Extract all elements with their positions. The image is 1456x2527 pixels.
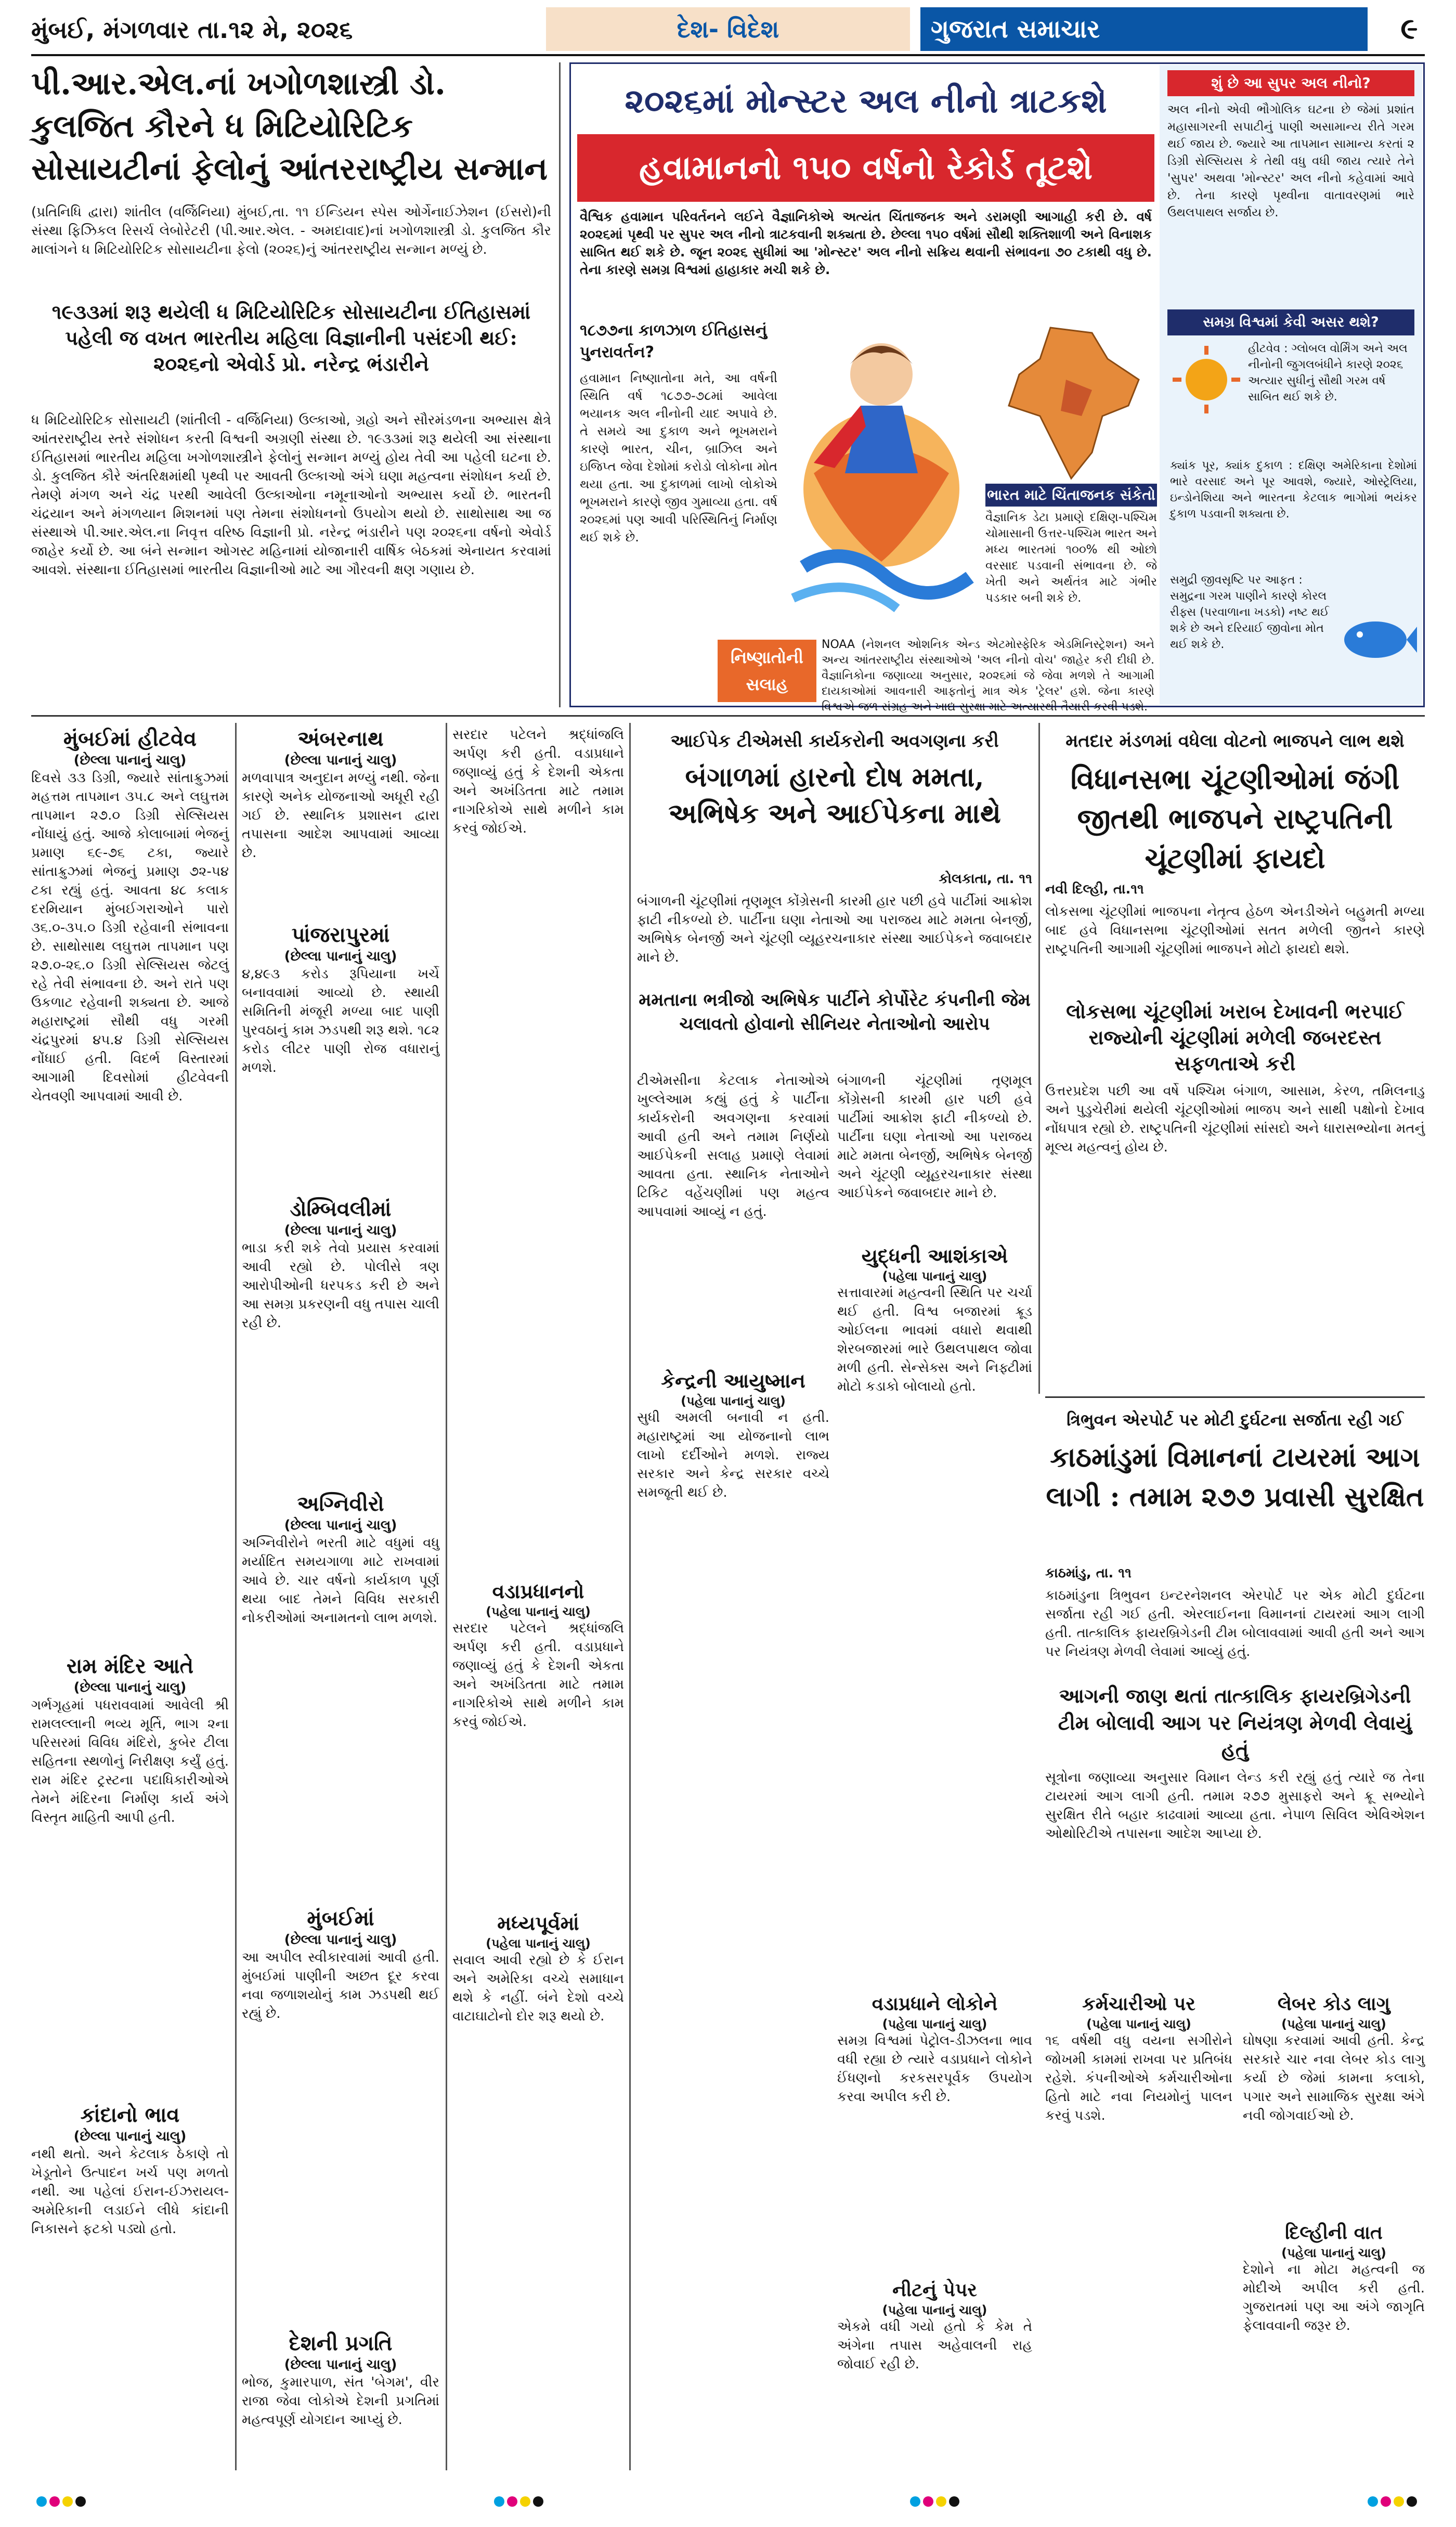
sidebar-title: શું છે આ સુપર અલ નીનો? [1167, 70, 1414, 96]
neet-title: નીટનું પેપર [892, 2279, 977, 2301]
elnino-lead: વૈશ્વિક હવામાન પરિવર્તનને લઈને વૈજ્ઞાનિકોએ અત્યંત ચિંતાજનક અને ડરામણી આગાહી કરી છે. વર્ષ ૨૦૨૬માં પૃથ્વી પર સુપર અલ નીનો ત્રાટકવાની શક્યતા છે. છેલ્લા ૧૫૦ વર્ષમાં સૌથી શક્તિશાળી અને વિનાશક સાબિત થઈ શકે છે. જૂન ૨૦૨૬ સુધીમાં આ 'મોન્સ્ટર' અલ નીનો સક્રિય થવાની સંભાવના ૭૦ ટકાથી વધુ છે. તેના કારણે સમગ્ર વિશ્વમાં હાહાકાર મચી શકે છે. [580, 209, 1152, 277]
bjp-dateline: નવી દિલ્હી, તા.૧૧ [1045, 882, 1144, 897]
divider [559, 62, 561, 707]
ayushman-sub: (પહેલા પાનાનું ચાલુ) [681, 1394, 786, 1408]
column-2 [242, 725, 439, 2468]
labour-title: લેબર કોડ લાગુ [1277, 1993, 1390, 2015]
mumbai2-sub: (છેલ્લા પાનાનું ચાલુ) [284, 1932, 397, 1948]
ayushman-title: કેન્દ્રની આયુષ્માન [661, 1369, 805, 1392]
kathmandu-body: સૂત્રોના જણાવ્યા અનુસાર વિમાન લેન્ડ કરી રહ્યું હતું ત્યારે જ તેના ટાયરમાં આગ લાગી હતી. તમામ ૨૭૭ મુસાફરો અને ક્રૂ સભ્યોને સુરક્ષિત રીતે બહાર કાઢવામાં આવ્યા હતા. નેપાળ સિવિલ એવિએશન ઓથોરિટીએ તપાસના આદેશ આપ્યા છે. [1045, 1770, 1425, 1842]
neet-story [837, 2278, 1032, 2465]
dombivli-sub: (છેલ્લા પાનાનું ચાલુ) [284, 1223, 397, 1238]
delhi-text: દેશોને ના મોટા મહત્વની જ મોદીએ અપીલ કરી હતી. ગુજરાતમાં પણ આ અંગે જાગૃતિ ફેલાવવાની જરૂર છે. [1243, 2262, 1425, 2334]
ambarnath-text: મળવાપાત્ર અનુદાન મળ્યું નથી. જેના કારણે અનેક યોજનાઓ અધૂરી રહી ગઈ છે. સ્થાનિક પ્રશાસન દ્વારા તપાસના આદેશ આપવામાં આવ્યા છે. [242, 770, 439, 861]
elnino-headline-2: હવામાનનો ૧૫૦ વર્ષનો રેકોર્ડ તૂટશે [577, 134, 1154, 202]
employees-text: ૧૬ વર્ષથી વધુ વયના સગીરોને જોખમી કામમાં રાખવા પર પ્રતિબંધ રહેશે. કંપનીઓએ કર્મચારીઓના હિતો માટે નવા નિયમોનું પાલન કરવું પડશે. [1045, 2033, 1232, 2123]
header-rule [31, 54, 1425, 56]
ambarnath-title: અંબરનાથ [297, 727, 384, 751]
print-registration-marks [31, 2491, 1425, 2512]
pm-sub: (પહેલા પાનાનું ચાલુ) [486, 1604, 591, 1619]
elnino-box2-text: વૈજ્ઞાનિક ડેટા પ્રમાણે દક્ષિણ-પશ્ચિમ ચોમાસાની ઉત્તર-પશ્ચિમ ભારત અને મધ્ય ભારતમાં ૧૦૦% થી ઓછો વરસાદ પડવાની સંભાવના છે. જે ખેતી અને અર્થતંત્ર માટે ગંભીર પડકાર બની શકે છે. [985, 511, 1157, 605]
left-column [31, 725, 229, 2468]
newspaper-name: ગુજરાત સમાચાર [931, 15, 1100, 44]
page-number: ૯ [1400, 12, 1418, 46]
mumbai2-text: આ અપીલ સ્વીકારવામાં આવી હતી. મુંબઈમાં પાણીની અછત દૂર કરવા નવા જળાશયોનું કામ ઝડપથી થઈ રહ્યું છે. [242, 1950, 439, 2021]
labour-code-story [1243, 1992, 1425, 2210]
elnino-box1-title: ૧૮૭૭ના કાળઝાળ ઈતિહાસનું પુનરાવર્તન? [580, 321, 767, 361]
war-title: યુદ્ધની આશંકાએ [861, 1245, 1008, 1267]
bengal-body: ટીએમસીના કેટલાક નેતાઓએ ખુલ્લેઆમ કહ્યું હતું કે પાર્ટીના કાર્યકરોની અવગણના કરવામાં આવી હતી અને તમામ નિર્ણયો આઈપેકની સલાહ પ્રમાણે લેવામાં આવતા હતા. સ્થાનિક નેતાઓને ટિકિટ વહેંચણીમાં પણ મહત્વ આપવામાં આવ્યું ન હતું. [637, 1073, 829, 1220]
sidebar-text: અલ નીનો એવી ભૌગોલિક ઘટના છે જેમાં પ્રશાંત મહાસાગરની સપાટીનું પાણી અસામાન્ય રીતે ગરમ થઈ જાય છે. જ્યારે આ તાપમાન સામાન્ય કરતાં ૨ ડિગ્રી સેલ્સિયસ કે તેથી વધુ વધી જાય ત્યારે તેને 'સુપર' અથવા 'મોન્સ્ટર' અલ નીનો કહેવામાં આવે છે. તેના કારણે પૃથ્વીના વાતાવરણમાં ભારે ઉથલપાથલ સર્જાય છે. [1167, 103, 1414, 219]
bottom-pm-title: વડાપ્રધાને લોકોને [872, 1993, 998, 2015]
elnino-illustration [783, 317, 980, 629]
progress-sub: (છેલ્લા પાનાનું ચાલુ) [284, 2357, 397, 2373]
delhi-sub: (પહેલા પાનાનું ચાલુ) [1281, 2246, 1386, 2260]
onion-sub: (છેલ્લા પાનાનું ચાલુ) [73, 2129, 187, 2144]
neet-sub: (પહેલા પાનાનું ચાલુ) [882, 2303, 987, 2317]
war-sub: (પહેલા પાનાનું ચાલુ) [882, 1269, 987, 1284]
mumbai2-title: મુંબઈમાં [307, 1907, 374, 1930]
neet-text: એકમે વધી ગયો હતો કે કેમ તે અંગેના તપાસ અહેવાલની રાહ જોવાઈ રહી છે. [837, 2319, 1032, 2372]
ram-mandir-title: રામ મંદિર આતે [66, 1654, 194, 1678]
kathmandu-dateline: કાઠમાંડુ, તા. ૧૧ [1045, 1565, 1132, 1581]
bottom-pm-sub: (પહેલા પાનાનું ચાલુ) [882, 2017, 987, 2031]
kathmandu-kicker: ત્રિભુવન એરપોર્ટ પર મોટી દુર્ઘટના સર્જાતા રહી ગઈ [1067, 1410, 1403, 1430]
prl-headline: પી.આર.એલ.નાં ખગોળશાસ્ત્રી ડો. કુલજિત કૌરને ધ મિટિયોરિટિક સોસાયટીનાં ફેલોનું આંતરરાષ્ટ્રીય સન્માન [31, 66, 548, 187]
bjp-headline: વિધાનસભા ચૂંટણીઓમાં જંગી જીતથી ભાજપને રાષ્ટ્રપતિની ચૂંટણીમાં ફાયદો [1070, 762, 1400, 875]
divider [235, 723, 237, 2470]
bjp-text: લોકસભા ચૂંટણીમાં ભાજપના નેતૃત્વ હેઠળ એનડીએને બહુમતી મળ્યા બાદ હવે વિધાનસભા ચૂંટણીઓમાં સતત મળેલી જીતને કારણે રાષ્ટ્રપતિની આગામી ચૂંટણીમાં ભાજપને મોટો ફાયદો થશે. [1045, 904, 1425, 957]
mideast-title: મધ્યપૂર્વમાં [497, 1912, 579, 1935]
bengal-text: બંગાળની ચૂંટણીમાં તૃણમૂલ કોંગ્રેસની કારમી હાર પછી હવે પાર્ટીમાં આક્રોશ ફાટી નીકળ્યો છે. પાર્ટીના ઘણા નેતાઓ આ પરાજય માટે મમતા બેનર્જી, અભિષેક બેનર્જી અને ચૂંટણી વ્યૂહરચનાકાર સંસ્થા આઈપેકને જવાબદાર માને છે. [637, 893, 1032, 965]
delhi-story [1243, 2221, 1425, 2465]
divider [1045, 1396, 1425, 1398]
world-item-marine: સમુદ્રી જીવસૃષ્ટિ પર આફત : સમુદ્રના ગરમ પાણીને કારણે કોરલ રીફ્સ (પરવાળાના ખડકો) નષ્ટ થઈ શકે છે અને દરિયાઈ જીવોના મોત થઈ શકે છે. [1170, 574, 1330, 651]
ayushman-story [637, 1368, 829, 1669]
mideast-sub: (પહેલા પાનાનું ચાલુ) [486, 1936, 591, 1951]
labour-sub: (પહેલા પાનાનું ચાલુ) [1281, 2017, 1386, 2031]
onion-title: કાંદાનો ભાવ [80, 2103, 180, 2127]
heatwave-title: મુંબઈમાં હીટવેવ [63, 727, 197, 751]
ayushman-text: સુધી અમલી બનાવી ન હતી. મહારાષ્ટ્રમાં આ યોજનાનો લાભ લાખો દર્દીઓને મળશે. રાજ્ય સરકાર અને કેન્દ્ર સરકાર વચ્ચે સમજૂતી થઈ છે. [637, 1410, 829, 1500]
header-date: મુંબઈ, મંગળવાર તા.૧૨ મે, ૨૦૨૬ [31, 16, 353, 44]
bjp-kicker: મતદાર મંડળમાં વધેલા વોટનો ભાજપને લાભ થશે [1065, 731, 1405, 751]
bengal-body-2: બંગાળની ચૂંટણીમાં તૃણમૂલ કોંગ્રેસની કારમી હાર પછી હવે પાર્ટીમાં આક્રોશ ફાટી નીકળ્યો છે. પાર્ટીના ઘણા નેતાઓ આ પરાજય માટે મમતા બેનર્જી, અભિષેક બેનર્જી અને ચૂંટણી વ્યૂહરચનાકાર સંસ્થા આઈપેકને જવાબદાર માને છે. [837, 1073, 1032, 1201]
labour-story [1045, 1992, 1232, 2460]
fish-icon [1334, 582, 1417, 686]
heatwave-text: દિવસે ૩૩ ડિગ્રી, જ્યારે સાંતાક્રુઝમાં મહત્તમ તાપમાન ૩૫.૮ અને લઘુત્તમ તાપમાન ૨૭.૦ ડિગ્રી સેલ્સિયસ નોંધાયું હતું. આજે કોલાબામાં ભેજનું પ્રમાણ ૬૯-૭૬ ટકા, જ્યારે સાંતાક્રુઝમાં ભેજનું પ્રમાણ ૭૨-૫૪ ટકા રહ્યું હતું. આવતા ૪૮ કલાક દરમિયાન મુંબઈગરાઓને પારો ૩૬.૦-૩૫.૦ ડિગ્રી રહેવાની સંભાવના છે. સાથોસાથ લઘુત્તમ તાપમાન પણ ૨૭.૦-૨૬.૦ ડિગ્રી સેલ્સિયસ જેટલું રહે તેવી સંભાવના છે. અને રાતે પણ ઉકળાટ રહેવાની શક્યતા છે. આજે મહારાષ્ટ્રમાં સૌથી વધુ ગરમી ચંદ્રપુરમાં ૪૫.૪ ડિગ્રી સેલ્સિયસ નોંધાઈ હતી. વિદર્ભ વિસ્તારમાં આગામી દિવસોમાં હીટવેવની ચેતવણી આપવામાં આવી છે. [31, 770, 229, 1104]
pm-text: સરદાર પટેલને શ્રદ્ધાંજલિ અર્પણ કરી હતી. વડાપ્રધાને જણાવ્યું હતું કે દેશની એકતા અને અખંડિતતા માટે તમામ નાગરિકોએ સાથે મળીને કામ કરવું જોઈએ. [452, 1621, 624, 1730]
bottom-pm-story [837, 1992, 1032, 2252]
kathmandu-text: કાઠમાંડુના ત્રિભુવન ઇન્ટરનેશનલ એરપોર્ટ પર એક મોટી દુર્ઘટના સર્જાતા રહી ગઈ હતી. એરલાઈનના વિમાનનાં ટાયરમાં આગ લાગી હતી. તાત્કાલિક ફાયરબ્રિગેડની ટીમ બોલાવવામાં આવી હતી અને આગ પર નિયંત્રણ મેળવી લેવામાં આવ્યું હતું. [1045, 1588, 1425, 1660]
agniveer-text: અગ્નિવીરોને ભરતી માટે વધુમાં વધુ મર્યાદિત સમયગાળા માટે રાખવામાં આવે છે. ચાર વર્ષનો કાર્યકાળ પૂર્ણ થયા બાદ તેમને વિવિધ સરકારી નોકરીઓમાં અનામતનો લાભ મળશે. [242, 1535, 439, 1626]
india-map [988, 317, 1154, 484]
elnino-box2-title: ભારત માટે ચિંતાજનક સંકેતો [985, 484, 1157, 507]
onion-text: નથી થતો. અને કેટલાક ઠેકાણે તો ખેડૂતોને ઉત્પાદન ખર્ચ પણ મળતો નથી. આ પહેલાં ઈરાન-ઈઝરાયલ-અમેરિકાની લડાઈને લીધે કાંદાની નિકાસને ફટકો પડ્યો હતો. [31, 2146, 229, 2237]
column-3 [452, 725, 624, 2468]
bengal-dateline: કોલકાતા, તા. ૧૧ [939, 871, 1032, 887]
elnino-box1-text: હવામાન નિષ્ણાતોના મતે, આ વર્ષની સ્થિતિ વર્ષ ૧૮૭૭-૭૮માં આવેલા ભયાનક અલ નીનોની યાદ અપાવે છે. તે સમયે આ દુકાળ અને ભૂખમરાને કારણે ભારત, ચીન, બ્રાઝિલ અને ઇજિપ્ત જેવા દેશોમાં કરોડો લોકોના મોત થયા હતા. આ દુકાળમાં લાખો લોકોએ ભૂખમરાને કારણે જીવ ગુમાવ્યા હતા. વર્ષ ૨૦૨૬માં પણ આવી પરિસ્થિતિનું નિર્માણ થઈ શકે છે. [580, 371, 777, 545]
ambarnath-sub: (છેલ્લા પાનાનું ચાલુ) [284, 753, 397, 768]
world-item-flood: ક્યાંક પૂર, ક્યાંક દુકાળ : દક્ષિણ અમેરિકાના દેશોમાં ભારે વરસાદ અને પૂર આવશે, જ્યારે, ઓસ્ટ્રેલિયા, ઇન્ડોનેશિયા અને ભારતના કેટલાક ભાગોમાં ભયંકર દુકાળ પડવાની શક્યતા છે. [1170, 459, 1417, 521]
prl-body: ધ મિટિયોરિટિક સોસાયટી (શાંતીલી - વર્જિનિયા) ઉલ્કાઓ, ગ્રહો અને સૌરમંડળના અભ્યાસ ક્ષેત્રે આંતરરાષ્ટ્રીય સ્તરે સંશોધન કરતી વિશ્વની અગ્રણી સંસ્થા છે. ૧૯૩૩માં શરૂ થયેલી આ સંસ્થાના ઈતિહાસમાં ભારતીય મહિલા ખગોળશાસ્ત્રીને ફેલોનું સન્માન મળ્યું હોય તેવી આ પહેલી ઘટના છે. ડો. કુલજિત કૌરે અંતરિક્ષમાંથી પૃથ્વી પર આવતી ઉલ્કાઓ અંગે ઘણા મહત્વના સંશોધન કર્યા છે. તેમણે મંગળ અને ચંદ્ર પરથી આવેલી ઉલ્કાઓના નમૂનાઓનો અભ્યાસ કર્યો છે. ભારતની ચંદ્રયાન અને મંગળયાન મિશનમાં પણ તેમના સંશોધનનો ઉપયોગ થયો છે. સાથોસાથ આ જ સંસ્થાએ પી.આર.એલ.ના નિવૃત્ત વરિષ્ઠ વિજ્ઞાની પ્રો. નરેન્દ્ર ભંડારીને પણ ૨૦૨૬ના વર્ષનો એવોર્ડ જાહેર કર્યો છે. આ બંને સન્માન ઓગસ્ટ મહિનામાં યોજાનારી વાર્ષિક બેઠકમાં એનાયત કરવામાં આવશે. સંસ્થાના ઈતિહાસમાં ભારતીય વિજ્ઞાનીઓ માટે આ ગૌરવની ક્ષણ ગણાય છે. [31, 412, 551, 578]
expert-text: NOAA (નેશનલ ઓશનિક એન્ડ એટમોસ્ફેરિક એડમિનિસ્ટ્રેશન) અને અન્ય આંતરરાષ્ટ્રીય સંસ્થાઓએ 'અલ નીનો વોચ' જાહેર કરી દીધી છે. વૈજ્ઞાનિકોના જણાવ્યા અનુસાર, ૨૦૨૬માં જે જેવા મળશે તે આગામી દાયકાઓમાં આવનારી આફતોનું માત્ર એક 'ટ્રેલર' હશે. જેના કારણે વિશ્વએ જળ સંગ્રહ અને ખાદ્ય સુરક્ષા માટે અત્યારથી તૈયારી કરવી પડશે. [822, 638, 1154, 714]
bengal-headline: બંગાળમાં હારનો દોષ મમતા, અભિષેક અને આઈપેકના માથે [668, 761, 1001, 830]
employees-sub: (પહેલા પાનાનું ચાલુ) [1086, 2017, 1191, 2031]
panjrapur-text: ૪,૪૯૩ કરોડ રૂપિયાના ખર્ચે બનાવવામાં આવ્યો છે. સ્થાયી સમિતિની મંજૂરી મળ્યા બાદ પાણી પુરવઠાનું કામ ઝડપથી શરૂ થશે. ૧૮૨ કરોડ લીટર પાણી રોજ વધારાનું મળશે. [242, 966, 439, 1075]
ram-mandir-sub: (છેલ્લા પાનાનું ચાલુ) [73, 1680, 187, 1695]
divider [446, 723, 447, 2470]
bjp-body: ઉત્તરપ્રદેશ પછી આ વર્ષે પશ્ચિમ બંગાળ, આસામ, કેરળ, તમિલનાડુ અને પુડુચેરીમાં થયેલી ચૂંટણીઓમાં ભાજપ અને સાથી પક્ષોનો દેખાવ નોંધપાત્ર રહ્યો છે. રાષ્ટ્રપતિની ચૂંટણીમાં સાંસદો અને ધારાસભ્યોના મતનું મૂલ્ય મહત્વનું હોય છે. [1045, 1083, 1425, 1155]
kathmandu-headline: કાઠમાંડુમાં વિમાનનાં ટાયરમાં આગ લાગી : તમામ ૨૭૭ પ્રવાસી સુરક્ષિત [1046, 1442, 1424, 1513]
world-item-heat: હીટવેવ : ગ્લોબલ વોર્મિંગ અને અલ નીનોની જુગલબંધીને કારણે ૨૦૨૬ અત્યાર સુધીનું સૌથી ગરમ વર્ષ સાબિત થઈ શકે છે. [1248, 342, 1408, 404]
sun-icon [1170, 343, 1243, 416]
war-text: સત્તાવારમાં મહત્વની સ્થિતિ પર ચર્ચા થઈ હતી. વિશ્વ બજારમાં ક્રૂડ ઓઈલના ભાવમાં વધારો થવાથી શેરબજારમાં ભારે ઉથલપાથલ જોવા મળી હતી. સેન્સેક્સ અને નિફ્ટીમાં મોટો કડાકો બોલાયો હતો. [837, 1285, 1032, 1394]
col3-continued-text: સરદાર પટેલને શ્રદ્ધાંજલિ અર્પણ કરી હતી. વડાપ્રધાને જણાવ્યું હતું કે દેશની એકતા અને અખંડિતતા માટે તમામ નાગરિકોએ સાથે મળીને કામ કરવું જોઈએ. [452, 727, 624, 836]
agniveer-sub: (છેલ્લા પાનાનું ચાલુ) [284, 1518, 397, 1533]
bottom-pm-text: સમગ્ર વિશ્વમાં પેટ્રોલ-ડીઝલના ભાવ વધી રહ્યા છે ત્યારે વડાપ્રધાને લોકોને ઈંધણનો કરકસરપૂર્વક ઉપયોગ કરવા અપીલ કરી છે. [837, 2033, 1032, 2105]
section-title: દેશ- વિદેશ [677, 15, 779, 43]
agniveer-title: અગ્નિવીરો [297, 1492, 384, 1516]
labour-text: ઘોષણા કરવામાં આવી હતી. કેન્દ્ર સરકારે ચાર નવા લેબર કોડ લાગુ કર્યા છે જેમાં કામના કલાકો, પગાર અને સામાજિક સુરક્ષા અંગે નવી જોગવાઈઓ છે. [1243, 2033, 1425, 2123]
bengal-kicker: આઈપેક ટીએમસી કાર્યકરોની અવગણના કરી [670, 731, 999, 751]
bengal-subhead: મમતાના ભત્રીજો અભિષેક પાર્ટીને કોર્પોરેટ કંપનીની જેમ ચલાવતો હોવાનો સીનિયર નેતાઓનો આરોપ [639, 990, 1031, 1034]
dombivli-title: ડોમ્બિવલીમાં [290, 1197, 392, 1221]
progress-title: દેશની પ્રગતિ [289, 2331, 393, 2355]
heatwave-sub: (છેલ્લા પાનાનું ચાલુ) [73, 753, 187, 768]
ram-mandir-text: ગર્ભગૃહમાં પધરાવવામાં આવેલી શ્રી રામલલ્લાની ભવ્ય મૂર્તિ, ભાગ ૨ના પરિસરમાં વિવિધ મંદિરો, કુબેર ટીલા સહિતના સ્થળોનું નિરીક્ષણ કર્યું હતું. રામ મંદિર ટ્રસ્ટના પદાધિકારીઓએ તેમને મંદિરના નિર્માણ કાર્ય અંગે વિસ્તૃત માહિતી આપી હતી. [31, 1697, 229, 1825]
divider [1038, 723, 1040, 1394]
dombivli-text: ભાડા કરી શકે તેવો પ્રયાસ કરવામાં આવી રહ્યો છે. પોલીસે ત્રણ આરોપીઓની ધરપકડ કરી છે અને આ સમગ્ર પ્રકરણની વધુ તપાસ ચાલી રહી છે. [242, 1240, 439, 1331]
divider [629, 723, 631, 2470]
elnino-headline-1: ૨૦૨૬માં મોન્સ્ટર અલ નીનો ત્રાટકશે [625, 82, 1107, 121]
pm-title: વડાપ્રધાનનો [492, 1580, 584, 1603]
prl-subhead: ૧૯૩૩માં શરૂ થયેલી ધ મિટિયોરિટિક સોસાયટીના ઈતિહાસમાં પહેલી જ વખત ભારતીય મહિલા વિજ્ઞાનીની પસંદગી થઈ: ૨૦૨૬નો એવોર્ડ પ્રો. નરેન્દ્ર ભંડારીને [51, 300, 531, 375]
expert-label: નિષ્ણાતોની સલાહ [718, 640, 816, 702]
bjp-subhead: લોકસભા ચૂંટણીમાં ખરાબ દેખાવની ભરપાઈ રાજ્યોની ચૂંટણીમાં મળેલી જબરદસ્ત સફળતાએ કરી [1066, 1000, 1404, 1075]
war-story [837, 1243, 1032, 1513]
panjrapur-sub: (છેલ્લા પાનાનું ચાલુ) [284, 949, 397, 964]
delhi-title: દિલ્હીની વાત [1285, 2222, 1383, 2244]
progress-text: ભોજ, કુમારપાળ, સંત 'બેગમ', વીર રાજા જેવા લોકોએ દેશની પ્રગતિમાં મહત્વપૂર્ણ યોગદાન આપ્યું છે. [242, 2375, 439, 2428]
mideast-text: સવાલ આવી રહ્યો છે કે ઈરાન અને અમેરિકા વચ્ચે સમાધાન થશે કે નહીં. બંને દેશો વચ્ચે વાટાઘાટોનો દોર શરૂ થયો છે. [452, 1952, 624, 2024]
employees-title: કર્મચારીઓ પર [1082, 1993, 1195, 2015]
divider [31, 715, 1425, 717]
prl-intro: (પ્રતિનિધિ દ્વારા) શાંતીલ (વર્જિનિયા) મુંબઈ,તા. ૧૧ ઈન્ડિયન સ્પેસ ઓર્ગેનાઈઝેશન (ઈસરો)ની સંસ્થા ફિઝિકલ રિસર્ચ લેબોરેટરી (પી.આર.એલ. - અમદાવાદ)નાં ખગોળશાસ્ત્રી ડો. કુલજિત કૌર માલાંગને ધ મિટિયોરિટિક સોસાયટીના ફેલો (૨૦૨૬)નું આંતરરાષ્ટ્રીય સન્માન મળ્યું છે. [31, 204, 551, 257]
panjrapur-title: પાંજરાપુરમાં [291, 923, 390, 947]
kathmandu-subhead: આગની જાણ થતાં તાત્કાલિક ફાયરબ્રિગેડની ટીમ બોલાવી આગ પર નિયંત્રણ મેળવી લેવાયું હતું [1058, 1684, 1412, 1761]
world-title: સમગ્ર વિશ્વમાં કેવી અસર થશે? [1167, 309, 1414, 335]
